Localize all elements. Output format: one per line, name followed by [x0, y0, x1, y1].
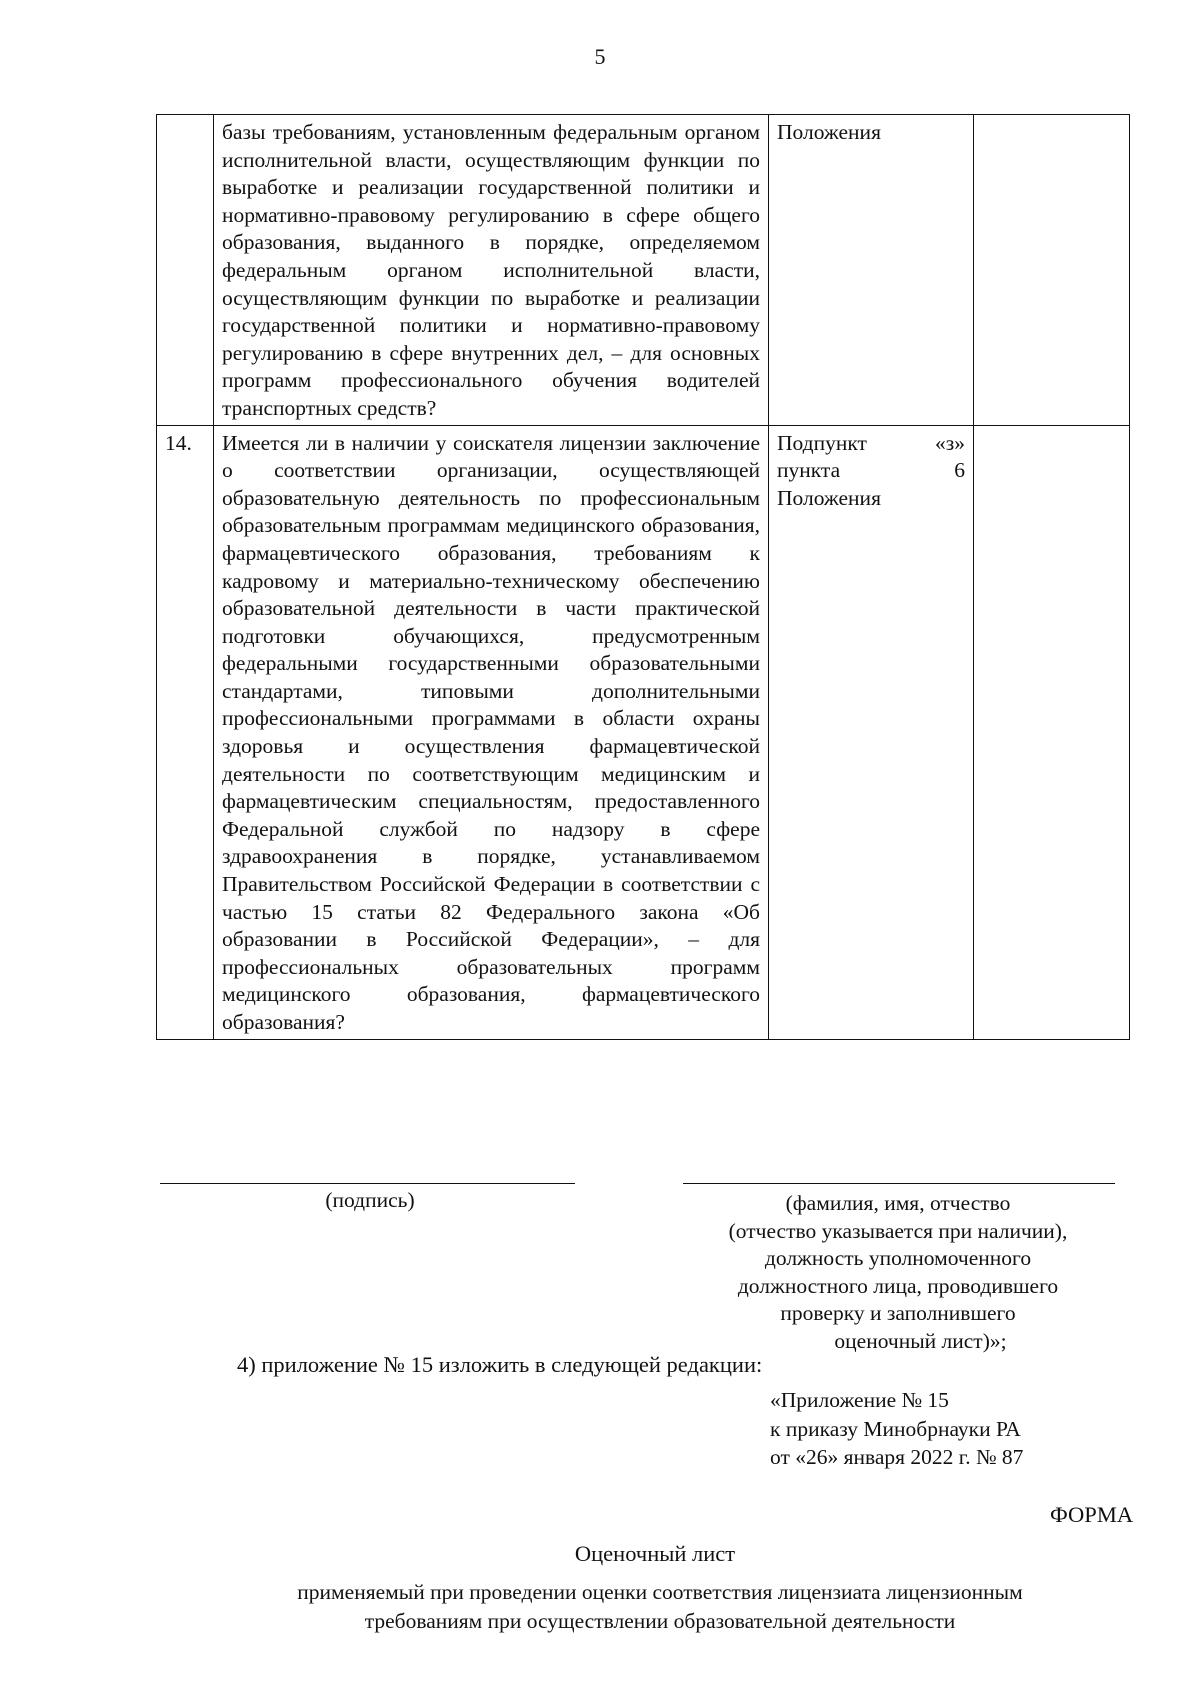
caption-line: должностного лица, проводившего — [737, 1273, 1059, 1298]
reference-word: Положения — [777, 485, 881, 510]
mark-cell — [974, 115, 1130, 426]
legal-reference — [769, 425, 974, 1039]
mark-cell — [974, 425, 1130, 1039]
caption-line: должность уполномоченного — [764, 1246, 1032, 1270]
table-row — [157, 425, 1130, 1039]
signature-caption: (подпись) — [325, 1188, 415, 1212]
row-number — [157, 115, 214, 426]
appendix-line: от «26» января 2022 г. № 87 — [770, 1445, 1024, 1469]
table-row — [157, 115, 1130, 426]
requirement-text: Имеется ли в наличии у соискателя лицензии заключение о соответствии организации, осуществляющей образовательную деятельность по профессиональным образовательным программам медицинского образования, фармацевтического образования, требованиям к кадровому и материально-техническому обеспечению образовательной деятельности в части практической подготовки обучающихся, предусмотренным федеральными государственными образовательными стандартами, типовыми дополнительными профессиональными программами в области охраны здоровья и осуществления фармацевтической деятельности по соответствующим медицинским и фармацевтическим специальностям, предоставленного Федеральной службой по надзору в сфере здравоохранения в порядке, устанавливаемом Правительством Российской Федерации в соответствии с частью 15 статьи 82 Федерального закона «Об образовании в Российской Федерации», – для профессиональных образовательных программ медицинского образования, фармацевтического образования? — [214, 425, 769, 1039]
reference-word: Положения — [777, 120, 881, 144]
name-position-caption — [673, 1190, 1123, 1355]
subtitle-line: применяемый при проведении оценки соответствия лицензиата лицензионным — [297, 1580, 1023, 1604]
amendment-instruction: 4) приложение № 15 изложить в следующей редакции: — [237, 1352, 763, 1377]
reference-line — [777, 457, 965, 485]
appendix-line: «Приложение № 15 — [770, 1388, 949, 1412]
document-subtitle — [160, 1578, 1160, 1636]
reference-word: Подпункт — [777, 430, 867, 455]
reference-line — [777, 119, 965, 147]
caption-line: (фамилия, имя, отчество — [785, 1191, 1011, 1215]
legal-reference — [769, 115, 974, 426]
appendix-reference — [770, 1386, 1023, 1472]
reference-word: пункта — [777, 458, 841, 483]
reference-value: 6 — [954, 458, 965, 483]
page-number: 5 — [594, 44, 606, 69]
reference-line — [777, 430, 965, 458]
caption-line: проверку и заполнившего — [780, 1301, 1016, 1325]
evaluation-table — [156, 114, 1130, 1040]
document-title: Оценочный лист — [574, 1541, 736, 1566]
signature-line — [160, 1183, 575, 1184]
requirement-text: базы требованиям, установленным федеральным органом исполнительной власти, осуществляющим функции по выработке и реализации государственной политики и нормативно-правовому регулированию в сфере общего образования, выданного в порядке, определяемом федеральным органом исполнительной власти, осуществляющим функции по выработке и реализации государственной политики и нормативно-правовому регулированию в сфере внутренних дел, – для основных программ профессионального обучения водителей транспортных средств? — [214, 115, 769, 426]
caption-line: оценочный лист)»; — [834, 1328, 1007, 1353]
caption-line: (отчество указывается при наличии), — [728, 1218, 1068, 1243]
appendix-line: к приказу Минобрнауки РА — [770, 1416, 1021, 1441]
name-line — [683, 1183, 1115, 1184]
subtitle-line: требованиям при осуществлении образовательной деятельности — [364, 1609, 956, 1633]
row-number: 14. — [157, 425, 214, 1039]
reference-value: «з» — [935, 430, 965, 455]
reference-line — [777, 485, 965, 513]
form-label: ФОРМА — [1050, 1502, 1134, 1527]
